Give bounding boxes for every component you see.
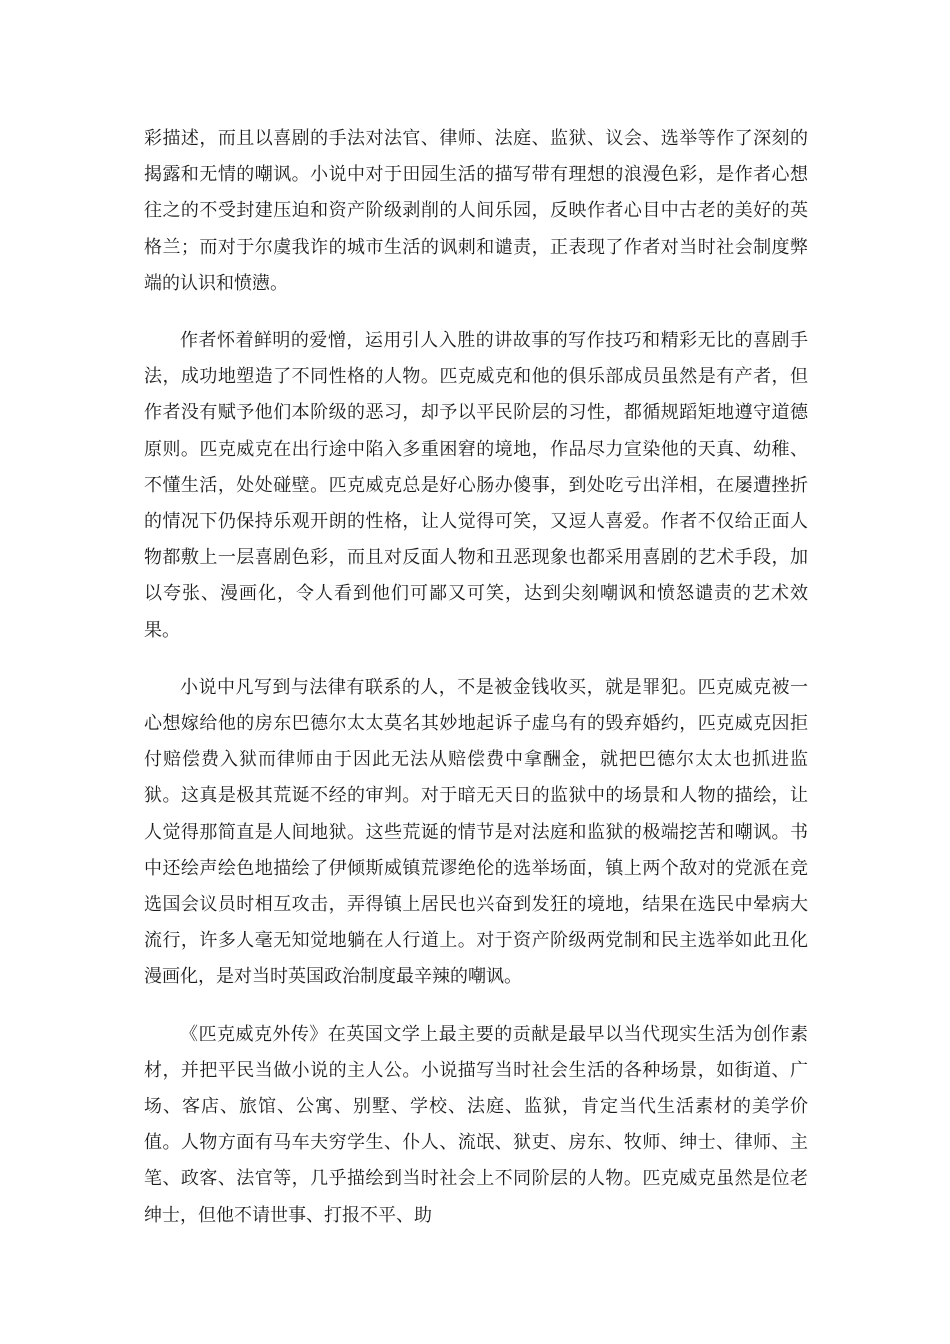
paragraph-2: 作者怀着鲜明的爱憎，运用引人入胜的讲故事的写作技巧和精彩无比的喜剧手法，成功地塑造了不同性格的人物。匹克威克和他的俱乐部成员虽然是有产者，但作者没有赋予他们本阶级的恶习，却予以平民阶层的习性，都循规蹈矩地遵守道德原则。匹克威克在出行途中陷入多重困窘的境地，作品尽力宣染他的天真、幼稚、不懂生活，处处碰壁。匹克威克总是好心肠办傻事，到处吃亏出洋相，在屡遭挫折的情况下仍保持乐观开朗的性格，让人觉得可笑，又逗人喜爱。作者不仅给正面人物都敷上一层喜剧色彩，而且对反面人物和丑恶现象也都采用喜剧的艺术手段，加以夸张、漫画化，令人看到他们可鄙又可笑，达到尖刻嘲讽和愤怒谴责的艺术效果。: [144, 330, 808, 641]
paragraph-1: 彩描述，而且以喜剧的手法对法官、律师、法庭、监狱、议会、选举等作了深刻的揭露和无情的嘲讽。小说中对于田园生活的描写带有理想的浪漫色彩，是作者心想往之的不受封建压迫和资产阶级剥削的人间乐园，反映作者心目中古老的美好的英格兰；而对于尔虞我诈的城市生活的讽刺和谴责，正表现了作者对当时社会制度弊端的认识和愤懑。: [144, 128, 808, 294]
paragraph-gap: [144, 302, 808, 323]
body-text: [144, 121, 808, 1234]
paragraph-gap: [144, 996, 808, 1017]
paragraph-3: 小说中凡写到与法律有联系的人，不是被金钱收买，就是罪犯。匹克威克被一心想嫁给他的房东巴德尔太太莫名其妙地起诉子虚乌有的毁弃婚约，匹克威克因拒付赔偿费入狱而律师由于因此无法从赔偿费中拿酬金，就把巴德尔太太也抓进监狱。这真是极其荒诞不经的审判。对于暗无天日的监狱中的场景和人物的描绘，让人觉得那简直是人间地狱。这些荒诞的情节是对法庭和监狱的极端挖苦和嘲讽。书中还绘声绘色地描绘了伊倾斯威镇荒谬绝伦的选举场面，镇上两个敌对的党派在竞选国会议员时相互攻击，弄得镇上居民也兴奋到发狂的境地，结果在选民中晕病大流行，许多人毫无知觉地躺在人行道上。对于资产阶级两党制和民主选举如此丑化漫画化，是对当时英国政治制度最辛辣的嘲讽。: [144, 676, 808, 988]
paragraph-4: 《匹克威克外传》在英国文学上最主要的贡献是最早以当代现实生活为创作素材，并把平民当做小说的主人公。小说描写当时社会生活的各种场景，如街道、广场、客店、旅馆、公寓、别墅、学校、法庭、监狱，肯定当代生活素材的美学价值。人物方面有马车夫穷学生、仆人、流氓、狱吏、房东、牧师、绅士、律师、主笔、政客、法官等，几乎描绘到当时社会上不同阶层的人物。匹克威克虽然是位老绅士，但他不请世事、打报不平、助: [144, 1023, 808, 1226]
paragraph-gap: [144, 649, 808, 670]
